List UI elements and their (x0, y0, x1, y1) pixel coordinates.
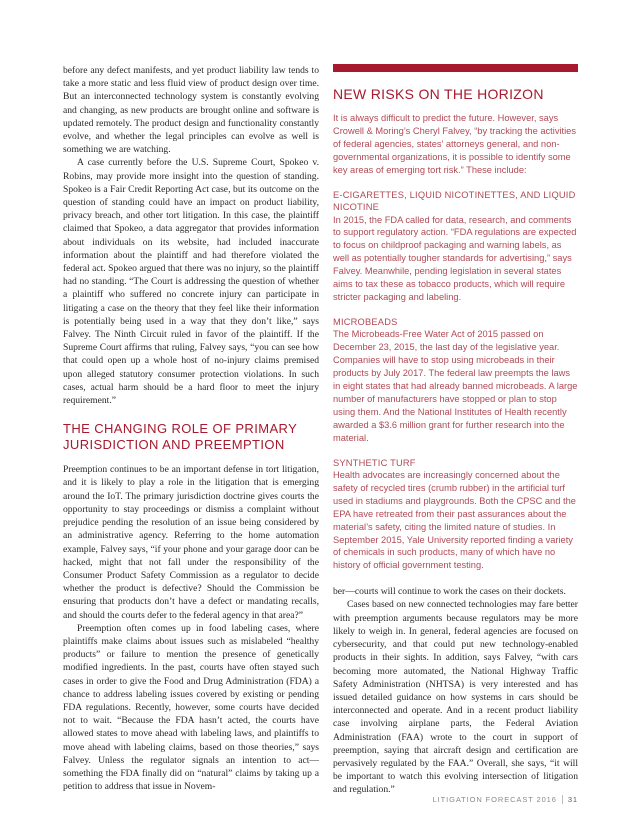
sidebar-section-microbeads (333, 316, 578, 445)
sidebar-section-heading: E-CIGARETTES, LIQUID NICOTINETTES, AND LIQUID NICOTINE (333, 189, 576, 213)
sidebar-top-rule (333, 64, 578, 72)
right-column-continuation (333, 585, 578, 796)
sidebar-new-risks (333, 64, 578, 572)
sidebar-section-ecigarettes (333, 189, 578, 304)
footer-publication: LITIGATION FORECAST 2016 (432, 795, 557, 804)
sidebar-section-body: Health advocates are increasingly concerned about the safety of recycled tires (crumb rubber) in the artificial turf used in stadiums and playgrounds. Both the CPSC and the EPA have retreated from their past assurances about the material’s safety, citing the limited nature of studies. In September 2015, Yale University reported finding a variety of chemicals in such products, many of which have no history of official government testing. (333, 470, 576, 571)
right-column (333, 64, 578, 797)
left-column (63, 64, 319, 793)
section-heading: THE CHANGING ROLE OF PRIMARY JURISDICTION AND PREEMPTION (63, 421, 297, 453)
paragraph: Cases based on new connected technologies may fare better with preemption arguments because regulators may be more likely to weigh in. In general, federal agencies are focused on cybersecurity, and that could put new technology-enabled products in their sights. In addition, says Falvey, “with cars becoming more automated, the National Highway Traffic Safety Administration (NHTSA) is very interested and has issued detailed guidance on how systems in cars should be interconnected and operate. And in a recent product liability case involving airplane parts, the Federal Aviation Administration (FAA) wrote to the court in support of preemption, saying that aircraft design and certification are pervasively regulated by the FAA.” Overall, she says, “it will be important to watch this evolving intersection of litigation and regulation.” (333, 599, 578, 796)
sidebar-title: NEW RISKS ON THE HORIZON (333, 86, 544, 102)
paragraph: Preemption continues to be an important defense in tort litigation, and it is likely to play a role in the litigation that is emerging around the IoT. The primary jurisdiction doctrine gives courts the opportunity to stay proceedings or dismiss a complaint without prejudice pending the resolution of an issue being considered by an administrative agency. Referring to the home automation example, Falvey says, “if your phone and your garage door can be hacked, might that not fall under the responsibility of the Consumer Product Safety Commission as a regulator to decide whether the product is defective? Should the Commission be ensuring that products don’t have a defect or mandating recalls, and should the courts defer to the federal agency in that area?” (63, 464, 319, 621)
paragraph: before any defect manifests, and yet product liability law tends to take a more static and less fluid view of product design over time. But an interconnected technology system is constantly evolving and changing, as new products are brought online and software is updated remotely. The product design and functionality constantly evolve, and whether the legal principles can evolve as well is something we are watching. (63, 65, 319, 156)
sidebar-intro: It is always difficult to predict the future. However, says Crowell & Moring’s Cheryl Falvey, “by tracking the activities of federal agencies, states’ attorneys general, and non-governmental organizations, it is possible to identify some key areas of emerging tort risk.” These include: (333, 113, 577, 175)
sidebar-section-heading: MICROBEADS (333, 316, 398, 327)
sidebar-section-heading: SYNTHETIC TURF (333, 457, 416, 468)
paragraph: ber—courts will continue to work the cases on their dockets. (333, 586, 566, 598)
page-footer (433, 795, 578, 804)
paragraph: A case currently before the U.S. Supreme Court, Spokeo v. Robins, may provide more insight into the question of standing. Spokeo is a Fair Credit Reporting Act case, but its outcome on the question of standing could have an impact on product liability, privacy breach, and other tort litigation. In this case, the plaintiff claimed that Spokeo, a data aggregator that provides information about individuals on its website, had included inaccurate information about the plaintiff and had therefore violated the federal act. Spokeo argued that there was no injury, so the plaintiff had no standing. “The Court is addressing the question of whether a plaintiff who suffered no concrete injury can participate in litigating a case on the theory that they feel like their information is potentially being used in a way that they don’t like,” says Falvey. The Ninth Circuit ruled in favor of the plaintiff. If the Supreme Court affirms that ruling, Falvey says, “you can see how that could open up a whole host of no-injury claims premised upon alleged statutory consumer protection violations. In such cases, actual harm should be a hard floor to meet the injury requirement.” (63, 157, 319, 407)
sidebar-section-body: In 2015, the FDA called for data, research, and comments to support regulatory action. “FDA regulations are expected to focus on childproof packaging and warning labels, as well as potentially tougher standards for advertising,” says Falvey. Meanwhile, pending legislation in several states aims to tax these as tobacco products, which will require stricter packaging and labeling. (333, 214, 577, 302)
sidebar-section-body: The Microbeads-Free Water Act of 2015 passed on December 23, 2015, the last day of the legislative year. Companies will have to stop using microbeads in their products by July 2017. The federal law preempts the laws in eight states that had already banned microbeads. A large number of manufacturers have stopped or plan to stop using them. And the National Institutes of Health recently awarded a $3.6 million grant for further research into the material. (333, 329, 578, 443)
paragraph: Preemption often comes up in food labeling cases, where plaintiffs make claims about issues such as mislabeled “healthy products” or failure to mention the presence of genetically modified ingredients. In the past, courts have often stayed such cases in order to give the Food and Drug Administration (FDA) a chance to address labeling issues covered by existing or pending FDA regulations. Recently, however, some courts have decided not to wait. “Because the FDA hasn’t acted, the courts have allowed states to move ahead with labeling laws, and plaintiffs to move ahead with labeling claims, based on those theories,” says Falvey. Unless the regulator signals an intention to act—something the FDA finally did on “natural” claims by taking up a petition to address that issue in Novem- (63, 622, 319, 793)
footer-divider (562, 795, 563, 804)
sidebar-section-synthetic-turf (333, 457, 578, 573)
footer-page-number: 31 (567, 795, 578, 804)
